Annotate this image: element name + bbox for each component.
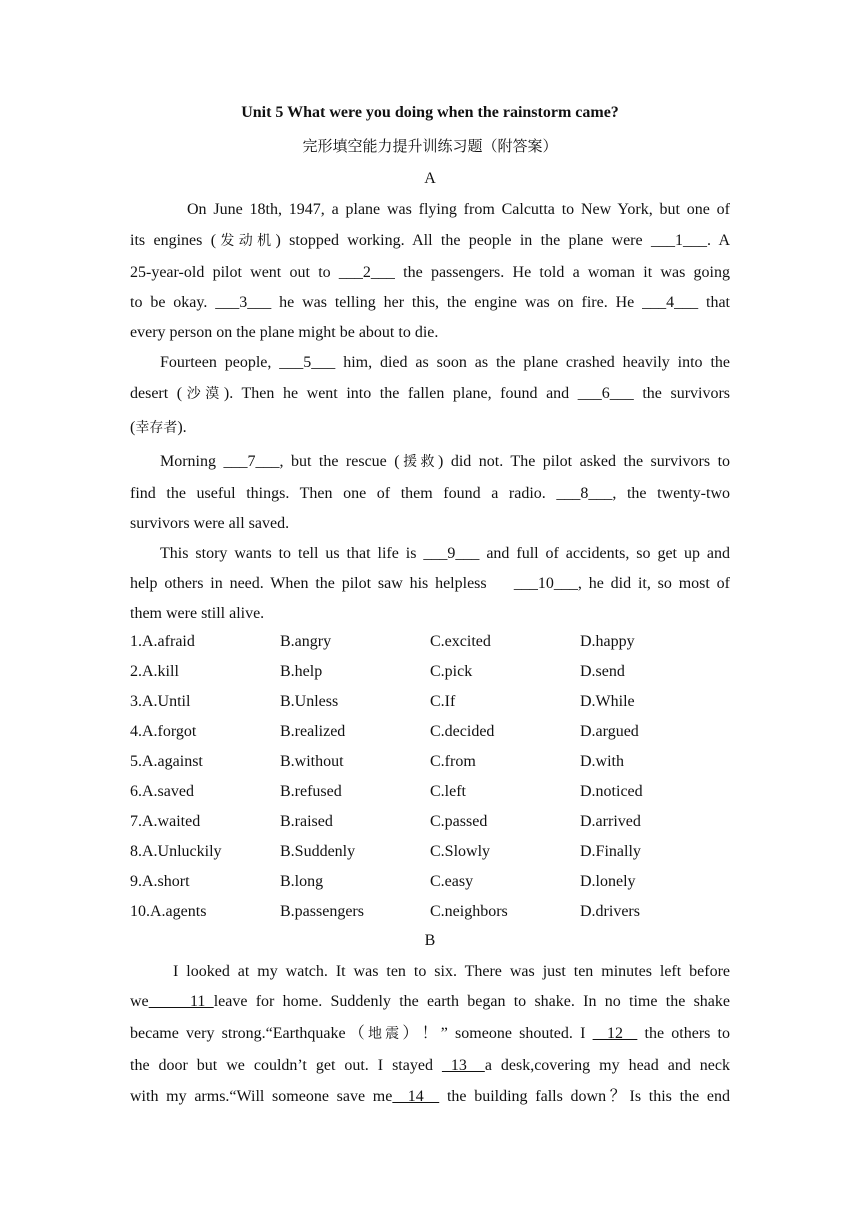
passage-a-line: them were still alive.: [130, 605, 265, 622]
passage-a-line: find the useful things. Then one of them found a radio. ___8___, the twenty-two: [130, 485, 730, 502]
option-choice: B.Suddenly: [280, 843, 356, 860]
option-choice: C.Slowly: [430, 843, 491, 860]
option-row: [130, 843, 730, 863]
option-choice: C.excited: [430, 633, 491, 650]
passage-a-line: every person on the plane might be about to die.: [130, 324, 439, 341]
option-choice: D.with: [580, 753, 624, 770]
passage-a-line: help others in need. When the pilot saw his helpless ___10___, he did it, so most of: [130, 575, 730, 592]
option-choice: D.arrived: [580, 813, 641, 830]
option-row: [130, 813, 730, 833]
option-row: [130, 753, 730, 773]
option-row: [130, 783, 730, 803]
option-choice: D.lonely: [580, 873, 636, 890]
option-choice: B.raised: [280, 813, 333, 830]
option-choice: 8.A.Unluckily: [130, 843, 222, 860]
option-choice: D.send: [580, 663, 625, 680]
passage-a-line: its engines (发动机) stopped working. All the people in the plane were ___1___. A: [130, 232, 731, 249]
passage-a-line: 25-year-old pilot went out to ___2___ the passengers. He told a woman it was going: [130, 264, 730, 281]
passage-b-line: the door but we couldn’t get out. I stayed 13 a desk,covering my head and neck: [130, 1057, 731, 1074]
option-choice: B.Unless: [280, 693, 339, 710]
option-choice: 3.A.Until: [130, 693, 191, 710]
page-subtitle: 完形填空能力提升训练习题（附答案）: [302, 137, 558, 155]
option-row: [130, 903, 730, 923]
option-row: [130, 693, 730, 713]
passage-b-line: we 11 leave for home. Suddenly the earth began to shake. In no time the shake: [130, 993, 730, 1010]
option-choice: C.left: [430, 783, 466, 800]
option-choice: B.angry: [280, 633, 332, 650]
passage-a-line: desert (沙漠). Then he went into the fallen plane, found and ___6___ the survivors: [130, 385, 731, 402]
passage-b-line: I looked at my watch. It was ten to six. There was just ten minutes left before: [173, 963, 730, 980]
passage-a-line: Morning ___7___, but the rescue (援救) did not. The pilot asked the survivors to: [160, 453, 731, 470]
option-choice: 4.A.forgot: [130, 723, 197, 740]
blank-14: 14: [392, 1088, 440, 1105]
passage-b-line: became very strong.“Earthquake（地震）！” someone shouted. I 12 the others to: [130, 1025, 730, 1042]
section-a-heading: A: [424, 170, 436, 187]
option-choice: B.realized: [280, 723, 346, 740]
option-choice: 5.A.against: [130, 753, 203, 770]
option-choice: C.decided: [430, 723, 495, 740]
passage-a-line: survivors were all saved.: [130, 515, 290, 532]
option-choice: 1.A.afraid: [130, 633, 195, 650]
option-choice: D.argued: [580, 723, 639, 740]
option-choice: D.happy: [580, 633, 635, 650]
option-choice: C.If: [430, 693, 456, 710]
option-choice: D.noticed: [580, 783, 643, 800]
option-choice: B.long: [280, 873, 324, 890]
option-choice: 6.A.saved: [130, 783, 194, 800]
page-title: Unit 5 What were you doing when the rainstorm came?: [241, 104, 619, 121]
blank-12: 12: [592, 1025, 638, 1042]
option-choice: C.passed: [430, 813, 488, 830]
option-row: [130, 873, 730, 893]
blank-11: 11: [148, 993, 214, 1010]
passage-a-line: Fourteen people, ___5___ him, died as soon as the plane crashed heavily into the: [160, 354, 730, 371]
option-choice: D.While: [580, 693, 635, 710]
option-choice: B.help: [280, 663, 323, 680]
passage-a-line: This story wants to tell us that life is ___9___ and full of accidents, so get up and: [160, 545, 730, 562]
passage-a-line: (幸存者).: [130, 419, 187, 436]
option-choice: 10.A.agents: [130, 903, 207, 920]
blank-13: 13: [441, 1057, 485, 1074]
option-row: [130, 663, 730, 683]
option-choice: C.from: [430, 753, 476, 770]
option-choice: B.refused: [280, 783, 342, 800]
section-b-heading: B: [424, 932, 436, 949]
option-choice: 7.A.waited: [130, 813, 201, 830]
option-choice: C.neighbors: [430, 903, 508, 920]
passage-a-line: to be okay. ___3___ he was telling her this, the engine was on fire. He ___4___ that: [130, 294, 730, 311]
option-choice: C.pick: [430, 663, 473, 680]
option-choice: B.without: [280, 753, 344, 770]
option-choice: 2.A.kill: [130, 663, 179, 680]
option-choice: D.drivers: [580, 903, 640, 920]
option-choice: D.Finally: [580, 843, 641, 860]
option-choice: 9.A.short: [130, 873, 190, 890]
passage-a-line: On June 18th, 1947, a plane was flying from Calcutta to New York, but one of: [187, 201, 730, 218]
option-choice: B.passengers: [280, 903, 364, 920]
passage-b-line: with my arms.“Will someone save me 14 the building falls down？Is this the end: [130, 1088, 730, 1105]
option-row: [130, 723, 730, 743]
option-row: [130, 633, 730, 653]
option-choice: C.easy: [430, 873, 474, 890]
